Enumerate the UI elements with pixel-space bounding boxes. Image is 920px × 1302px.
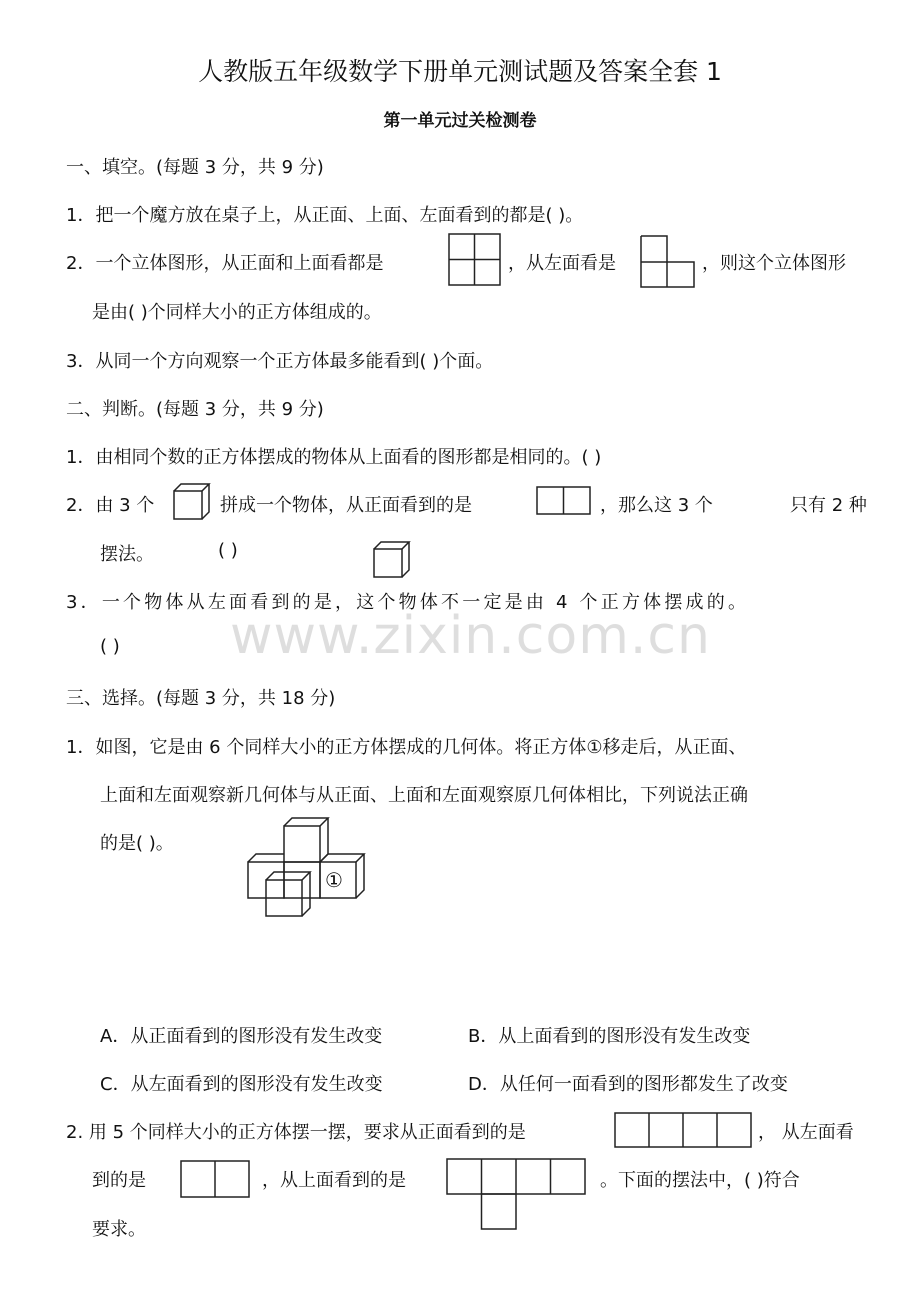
section1-q2-part2: ，从左面看是 xyxy=(508,253,616,274)
cube-label-one: ① xyxy=(325,868,343,892)
square-2x2-figure xyxy=(448,233,502,287)
section2-q2-answer: ( ) xyxy=(218,540,238,561)
section1-q3: 3．从同一个方向观察一个正方体最多能看到( )个面。 xyxy=(66,351,494,372)
option-b: B．从上面看到的图形没有发生改变 xyxy=(468,1026,751,1047)
section3-q2-part2: ， 从左面看 xyxy=(758,1122,854,1143)
option-d: D．从任何一面看到的图形都发生了改变 xyxy=(468,1074,788,1095)
section1-heading: 一、填空。(每题 3 分，共 9 分) xyxy=(66,157,324,178)
document-title: 人教版五年级数学下册单元测试题及答案全套 1 xyxy=(198,57,722,86)
section2-q3: 3．一个物体从左面看到的是，这个物体不一定是由 4 个正方体摆成的。 xyxy=(66,592,750,613)
two-squares-figure xyxy=(180,1160,252,1200)
section3-q2-part5: 。下面的摆法中，( )符合 xyxy=(600,1170,800,1191)
section2-heading: 二、判断。(每题 3 分，共 9 分) xyxy=(66,399,324,420)
section1-q2-part1: 2．一个立体图形，从正面和上面看都是 xyxy=(66,253,384,274)
cube-icon xyxy=(372,540,412,580)
section2-q2-part5: 摆法。 xyxy=(100,544,154,565)
section1-q2-part4: 是由( )个同样大小的正方体组成的。 xyxy=(92,302,382,323)
section2-q2-part1: 2．由 3 个 xyxy=(66,495,155,516)
watermark: www.zixin.com.cn xyxy=(230,606,711,666)
section3-q2-part4: ，从上面看到的是 xyxy=(262,1170,406,1191)
two-squares-figure xyxy=(536,486,592,516)
cube-stack-figure xyxy=(244,814,374,922)
unit-subtitle: 第一单元过关检测卷 xyxy=(383,111,537,131)
section3-q2-part1: 2. 用 5 个同样大小的正方体摆一摆，要求从正面看到的是 xyxy=(66,1122,526,1143)
section2-q2-part2: 拼成一个物体，从正面看到的是 xyxy=(220,495,472,516)
section3-q1-line3: 的是( )。 xyxy=(100,833,174,854)
section3-q1-line1: 1．如图，它是由 6 个同样大小的正方体摆成的几何体。将正方体①移走后，从正面、 xyxy=(66,737,747,758)
section3-q2-part6: 要求。 xyxy=(92,1219,146,1240)
section2-q3-answer: ( ) xyxy=(100,636,120,657)
section2-q2-part4: 只有 2 种 xyxy=(790,495,867,516)
option-c: C．从左面看到的图形没有发生改变 xyxy=(100,1074,383,1095)
section2-q2-part3: ，那么这 3 个 xyxy=(600,495,713,516)
section3-q1-line2: 上面和左面观察新几何体与从正面、上面和左面观察原几何体相比，下列说法正确 xyxy=(100,785,748,806)
cube-icon xyxy=(172,482,212,522)
t-shape-top-view-figure xyxy=(446,1158,588,1232)
l-shape-figure xyxy=(640,235,696,289)
four-squares-row-figure xyxy=(614,1112,754,1150)
section1-q1: 1．把一个魔方放在桌子上，从正面、上面、左面看到的都是( )。 xyxy=(66,205,584,226)
section2-q1: 1．由相同个数的正方体摆成的物体从上面看的图形都是相同的。( ) xyxy=(66,447,602,468)
section3-q2-part3: 到的是 xyxy=(92,1170,146,1191)
section3-heading: 三、选择。(每题 3 分，共 18 分) xyxy=(66,688,336,709)
option-a: A．从正面看到的图形没有发生改变 xyxy=(100,1026,383,1047)
section1-q2-part3: ，则这个立体图形 xyxy=(702,253,846,274)
